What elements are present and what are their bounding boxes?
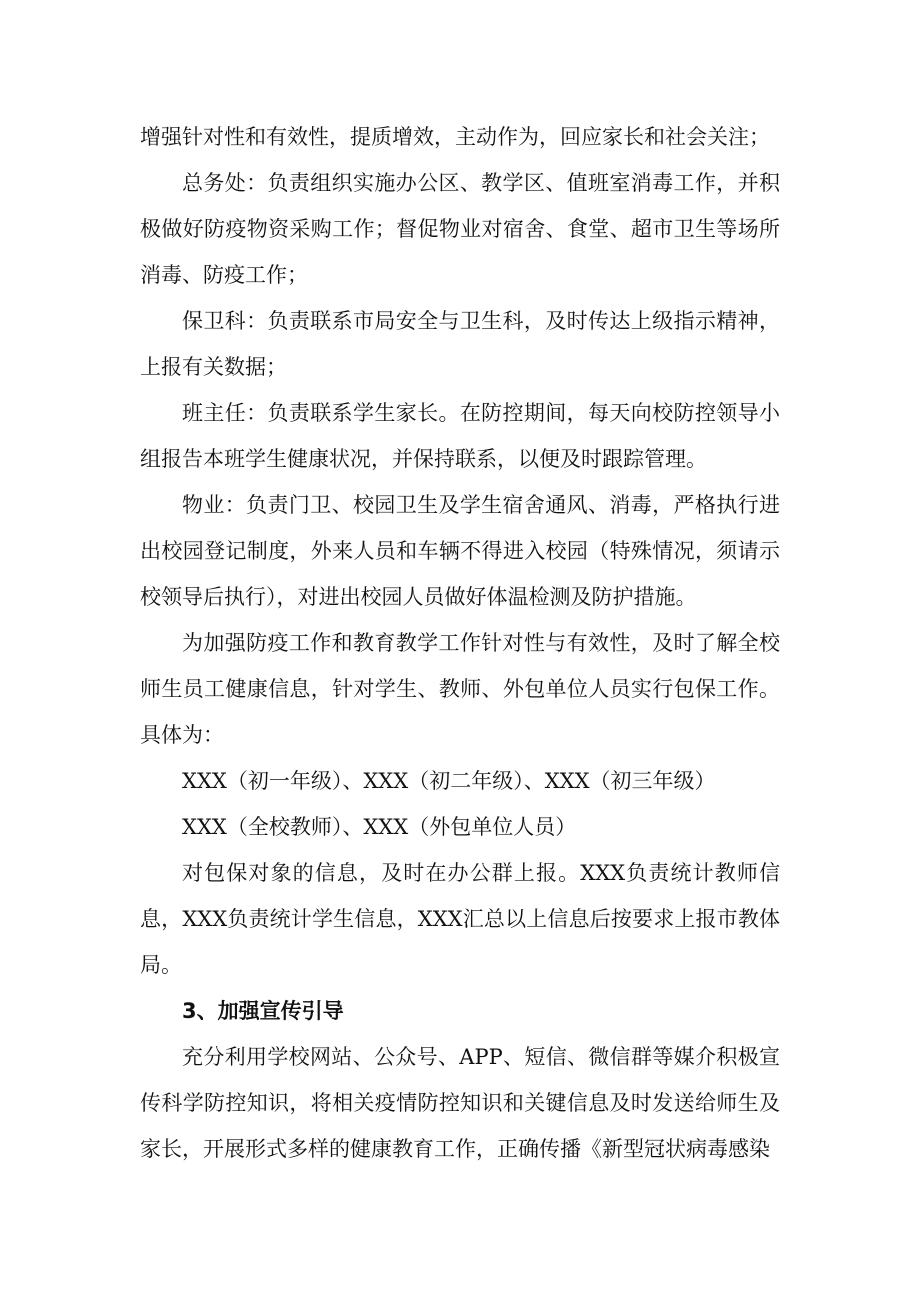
paragraph-grade-assignments: XXX（初一年级）、XXX（初二年级）、XXX（初三年级） bbox=[182, 769, 716, 793]
paragraph-reporting: 对包保对象的信息，及时在办公群上报。XXX负责统计教师信息，XXX负责统计学生信息，XXX汇总以上信息后按要求上报市教体局。 bbox=[140, 861, 780, 977]
paragraph-continuation: 增强针对性和有效性，提质增效，主动作为，回应家长和社会关注； bbox=[140, 125, 770, 149]
paragraph-general-affairs: 总务处：负责组织实施办公区、教学区、值班室消毒工作，并积极做好防疫物资采购工作；督促物业对宿舍、食堂、超市卫生等场所消毒、防疫工作； bbox=[140, 171, 780, 287]
paragraph-property-management: 物业：负责门卫、校园卫生及学生宿舍通风、消毒，严格执行进出校园登记制度，外来人员和车辆不得进入校园（特殊情况，须请示校领导后执行），对进出校园人员做好体温检测及防护措施。 bbox=[140, 493, 780, 609]
paragraph-staff-assignments: XXX（全校教师）、XXX（外包单位人员） bbox=[182, 815, 577, 839]
section-heading: 3、加强宣传引导 bbox=[182, 999, 344, 1023]
paragraph-guarantee-work: 为加强防疫工作和教育教学工作针对性与有效性，及时了解全校师生员工健康信息，针对学生、教师、外包单位人员实行包保工作。具体为： bbox=[140, 631, 780, 747]
paragraph-security-dept: 保卫科：负责联系市局安全与卫生科，及时传达上级指示精神，上报有关数据； bbox=[140, 309, 780, 379]
paragraph-publicity: 充分利用学校网站、公众号、APP、短信、微信群等媒介积极宣传科学防控知识，将相关疫情防控知识和关键信息及时发送给师生及家长，开展形式多样的健康教育工作，正确传播《新型冠状病毒感染 bbox=[140, 1045, 780, 1161]
paragraph-class-teacher: 班主任：负责联系学生家长。在防控期间，每天向校防控领导小组报告本班学生健康状况，并保持联系，以便及时跟踪管理。 bbox=[140, 401, 780, 471]
document-body bbox=[140, 114, 780, 1172]
